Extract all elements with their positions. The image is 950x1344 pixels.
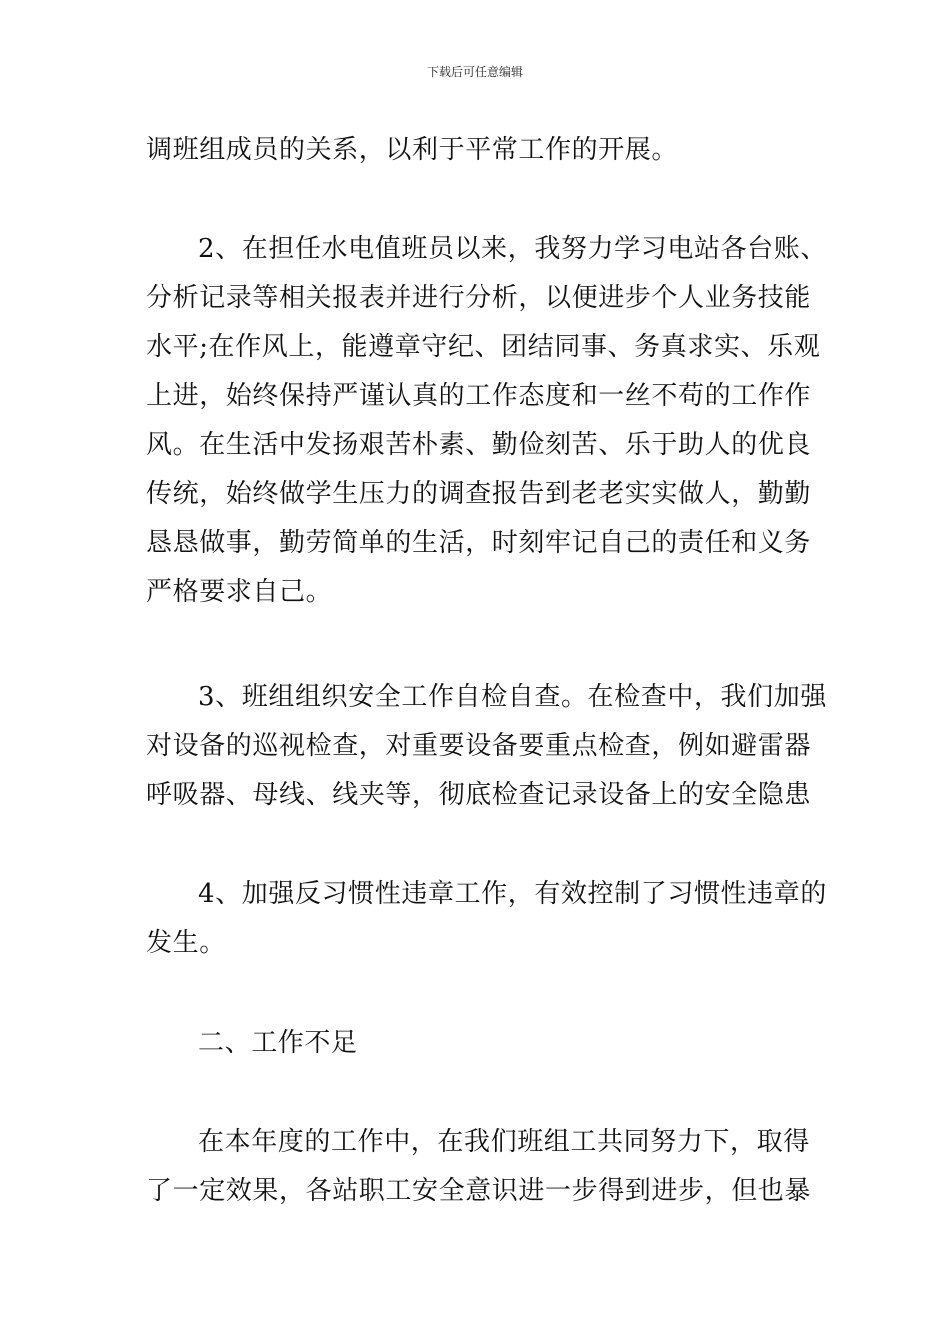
text-line: 4、加强反习惯性违章工作，有效控制了习惯性违章的 <box>198 879 827 909</box>
text-line: 调班组成员的关系，以利于平常工作的开展。 <box>146 135 679 165</box>
text-line: 呼吸器、母线、线夹等，彻底检查记录设备上的安全隐患 <box>146 780 812 810</box>
section-heading <box>146 1019 810 1068</box>
text-line: 发生。 <box>146 928 226 958</box>
paragraph-item-2 <box>146 225 827 617</box>
heading-text: 二、工作不足 <box>198 1028 358 1058</box>
text-line: 在本年度的工作中，在我们班组工共同努力下，取得 <box>198 1127 810 1157</box>
page-header: 下载后可任意编辑 <box>426 65 523 79</box>
text-line: 对设备的巡视检查，对重要设备要重点检查，例如避雷器 <box>146 731 812 761</box>
text-line: 分析记录等相关报表并进行分析，以便进步个人业务技能 <box>146 283 812 313</box>
paragraph-shortcomings <box>146 1118 810 1216</box>
text-line: 传统，始终做学生压力的调查报告到老老实实做人，勤勤 <box>146 479 812 509</box>
text-line: 风。在生活中发扬艰苦朴素、勤俭刻苦、乐于助人的优良 <box>146 430 812 460</box>
text-line: 水平;在作风上，能遵章守纪、团结同事、务真求实、乐观 <box>146 332 821 362</box>
text-line: 上进，始终保持严谨认真的工作态度和一丝不苟的工作作 <box>146 381 812 411</box>
text-line: 恳恳做事，勤劳简单的生活，时刻牢记自己的责任和义务 <box>146 528 812 558</box>
text-line: 3、班组组织安全工作自检自查。在检查中，我们加强 <box>198 682 827 712</box>
paragraph-item-3 <box>146 673 827 820</box>
paragraph-continuation <box>146 126 810 175</box>
text-line: 了一定效果，各站职工安全意识进一步得到进步，但也暴 <box>146 1176 812 1206</box>
paragraph-item-4 <box>146 870 827 968</box>
text-line: 2、在担任水电值班员以来，我努力学习电站各台账、 <box>198 234 827 264</box>
text-line: 严格要求自己。 <box>146 577 333 607</box>
